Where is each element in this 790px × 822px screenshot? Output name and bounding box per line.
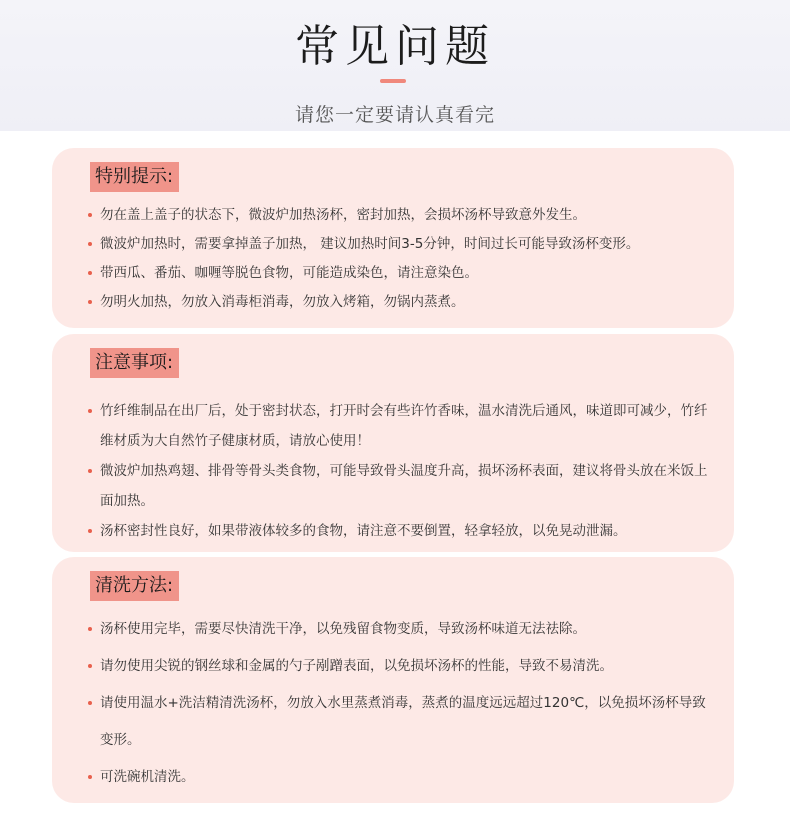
list-item: 可洗碗机清洗。 (88, 759, 714, 796)
section-title: 清洗方法: (90, 571, 179, 601)
section-title: 特别提示: (90, 162, 179, 192)
notice-list (88, 206, 714, 322)
page-subtitle: 请您一定要请认真看完 (294, 104, 495, 126)
precautions-list (88, 396, 714, 546)
list-item: 微波炉加热时，需要拿掉盖子加热， 建议加热时间3-5分钟，时间过长可能导致汤杯变形。 (88, 235, 714, 253)
page-header (0, 0, 790, 131)
list-item: 竹纤维制品在出厂后，处于密封状态，打开时会有些许竹香味，温水清洗后通风，味道即可减少，竹纤维材质为大自然竹子健康材质，请放心使用！ (88, 396, 714, 456)
list-item: 汤杯密封性良好，如果带液体较多的食物，请注意不要倒置，轻拿轻放，以免晃动泄漏。 (88, 516, 714, 546)
title-underline (380, 79, 406, 83)
section-title: 注意事项: (90, 348, 179, 378)
list-item: 请使用温水+洗洁精清洗汤杯，勿放入水里蒸煮消毒，蒸煮的温度远远超过120℃，以免损坏汤杯导致变形。 (88, 685, 714, 759)
list-item: 带西瓜、番茄、咖喱等脱色食物，可能造成染色，请注意染色。 (88, 264, 714, 282)
section-special-notice (52, 148, 734, 328)
list-item: 勿明火加热，勿放入消毒柜消毒，勿放入烤箱，勿锅内蒸煮。 (88, 293, 714, 311)
page-title: 常见问题 (295, 21, 495, 72)
list-item: 微波炉加热鸡翅、排骨等骨头类食物，可能导致骨头温度升高，损坏汤杯表面，建议将骨头放在米饭上面加热。 (88, 456, 714, 516)
section-cleaning-method (52, 557, 734, 803)
list-item: 勿在盖上盖子的状态下，微波炉加热汤杯，密封加热，会损坏汤杯导致意外发生。 (88, 206, 714, 224)
list-item: 汤杯使用完毕，需要尽快清洗干净，以免残留食物变质，导致汤杯味道无法祛除。 (88, 611, 714, 648)
cleaning-list (88, 611, 714, 796)
section-precautions (52, 334, 734, 552)
list-item: 请勿使用尖锐的钢丝球和金属的勺子剐蹭表面，以免损坏汤杯的性能，导致不易清洗。 (88, 648, 714, 685)
